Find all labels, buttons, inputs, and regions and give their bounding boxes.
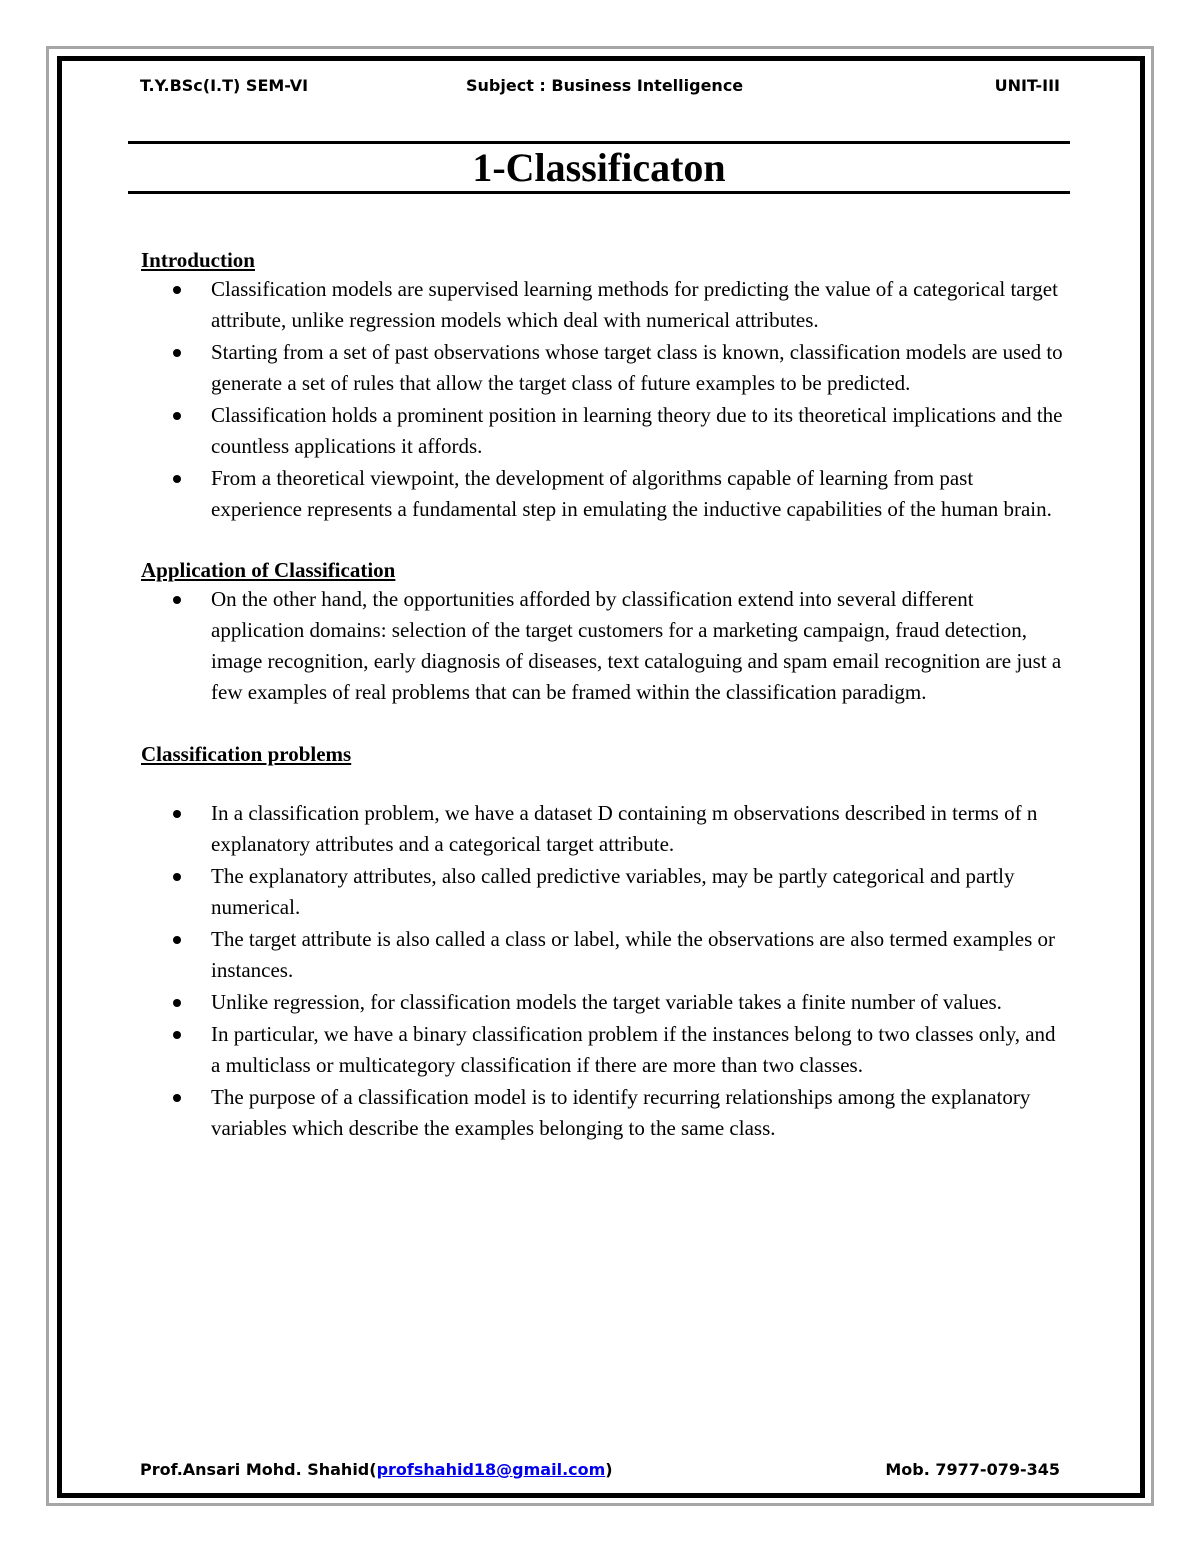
bullet-icon — [173, 999, 181, 1007]
list-item-text: Starting from a set of past observations whose target class is known, classification models are used to generate a set of rules that allow the target class of future examples to be predicted. — [211, 340, 1063, 395]
bullet-list — [141, 798, 1066, 1144]
bullet-list — [141, 584, 1066, 708]
bullet-icon — [173, 412, 181, 420]
list-item — [141, 987, 1066, 1018]
bullet-icon — [173, 349, 181, 357]
header-unit: UNIT-III — [994, 76, 1060, 95]
list-item — [141, 337, 1066, 399]
list-item-text: The target attribute is also called a class or label, while the observations are also termed examples or instances. — [211, 927, 1055, 982]
header-subject: Subject : Business Intelligence — [466, 76, 744, 95]
bullet-icon — [173, 873, 181, 881]
title-rule-top — [128, 141, 1070, 144]
header-course: T.Y.BSc(I.T) SEM-VI — [140, 76, 309, 95]
bullet-icon — [173, 596, 181, 604]
section-application — [141, 556, 1066, 708]
list-item-text: Unlike regression, for classification models the target variable takes a finite number of values. — [211, 990, 1002, 1014]
list-item — [141, 463, 1066, 525]
list-item-text: On the other hand, the opportunities afforded by classification extend into several different application domains: selection of the target customers for a marketing campaign, fraud detection, image recognition, early diagnosis of diseases, text cataloguing and spam email recognition are just a few examples of real problems that can be framed within the classification paradigm. — [211, 587, 1062, 704]
list-item-text: Classification holds a prominent position in learning theory due to its theoretical implications and the countless applications it affords. — [211, 403, 1063, 458]
document-body — [141, 246, 1066, 1145]
bullet-icon — [173, 810, 181, 818]
bullet-icon — [173, 286, 181, 294]
list-item-text: In a classification problem, we have a dataset D containing m observations described in terms of n explanatory attributes and a categorical target attribute. — [211, 801, 1038, 856]
section-introduction — [141, 246, 1066, 525]
section-heading: Introduction — [141, 248, 255, 272]
page-footer — [140, 1460, 1060, 1484]
footer-author — [140, 1460, 613, 1479]
list-item — [141, 274, 1066, 336]
list-item-text: Classification models are supervised learning methods for predicting the value of a categorical target attribute, unlike regression models which deal with numerical attributes. — [211, 277, 1058, 332]
list-item — [141, 1019, 1066, 1081]
list-item-text: In particular, we have a binary classification problem if the instances belong to two classes only, and a multiclass or multicategory classification if there are more than two classes. — [211, 1022, 1056, 1077]
section-heading: Application of Classification — [141, 558, 396, 582]
bullet-icon — [173, 1094, 181, 1102]
list-item-text: From a theoretical viewpoint, the development of algorithms capable of learning from past experience represents a fundamental step in emulating the inductive capabilities of the human brain. — [211, 466, 1052, 521]
section-classification-problems — [141, 740, 1066, 1144]
title-rule-bottom — [128, 191, 1070, 194]
list-item — [141, 584, 1066, 708]
bullet-icon — [173, 936, 181, 944]
list-item-text: The purpose of a classification model is to identify recurring relationships among the explanatory variables which describe the examples belonging to the same class. — [211, 1085, 1031, 1140]
list-item — [141, 924, 1066, 986]
list-item — [141, 798, 1066, 860]
bullet-icon — [173, 1031, 181, 1039]
author-email-link[interactable]: profshahid18@gmail.com — [376, 1460, 606, 1479]
footer-author-name: Prof.Ansari Mohd. Shahid( — [140, 1460, 377, 1479]
bullet-list — [141, 274, 1066, 525]
list-item — [141, 400, 1066, 462]
footer-author-close: ) — [605, 1460, 613, 1479]
list-item — [141, 1082, 1066, 1144]
page-title: 1-Classificaton — [472, 145, 726, 190]
footer-mobile: Mob. 7977-079-345 — [885, 1460, 1060, 1479]
bullet-icon — [173, 475, 181, 483]
list-item-text: The explanatory attributes, also called predictive variables, may be partly categorical and partly numerical. — [211, 864, 1015, 919]
list-item — [141, 861, 1066, 923]
section-heading: Classification problems — [141, 742, 352, 766]
page-header — [140, 76, 1060, 98]
